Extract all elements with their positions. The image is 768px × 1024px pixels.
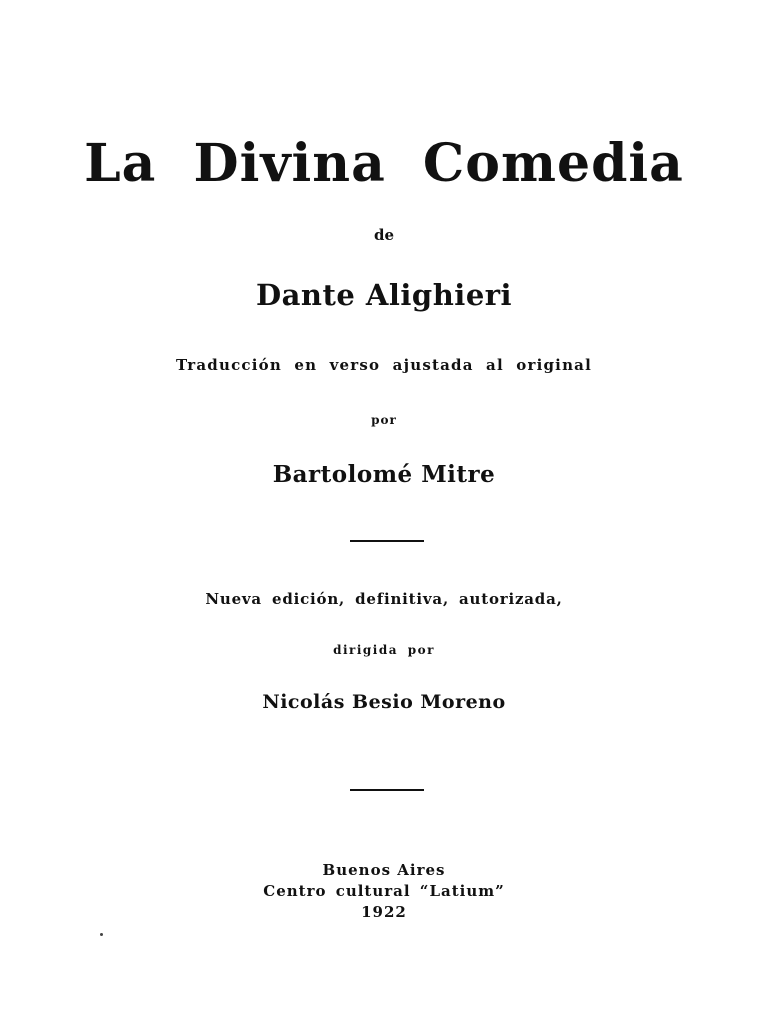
divider-rule-bottom: [350, 789, 424, 791]
translator-preposition: por: [371, 413, 397, 427]
translator-name: Bartolomé Mitre: [272, 461, 496, 488]
translation-subtitle: Traducción en verso ajustada al original: [175, 356, 593, 374]
divider-rule-top: [350, 540, 424, 542]
scan-speck: [100, 933, 103, 936]
book-title: La Divina Comedia: [84, 133, 684, 194]
imprint-publisher: Centro cultural “Latium”: [263, 882, 505, 900]
editor-name: Nicolás Besio Moreno: [262, 691, 506, 713]
author-name: Dante Alighieri: [255, 278, 513, 312]
imprint-year: 1922: [361, 903, 407, 921]
author-preposition: de: [373, 226, 395, 244]
directed-by-label: dirigida por: [333, 643, 435, 657]
imprint-city: Buenos Aires: [322, 861, 446, 879]
edition-statement: Nueva edición, definitiva, autorizada,: [205, 590, 563, 608]
